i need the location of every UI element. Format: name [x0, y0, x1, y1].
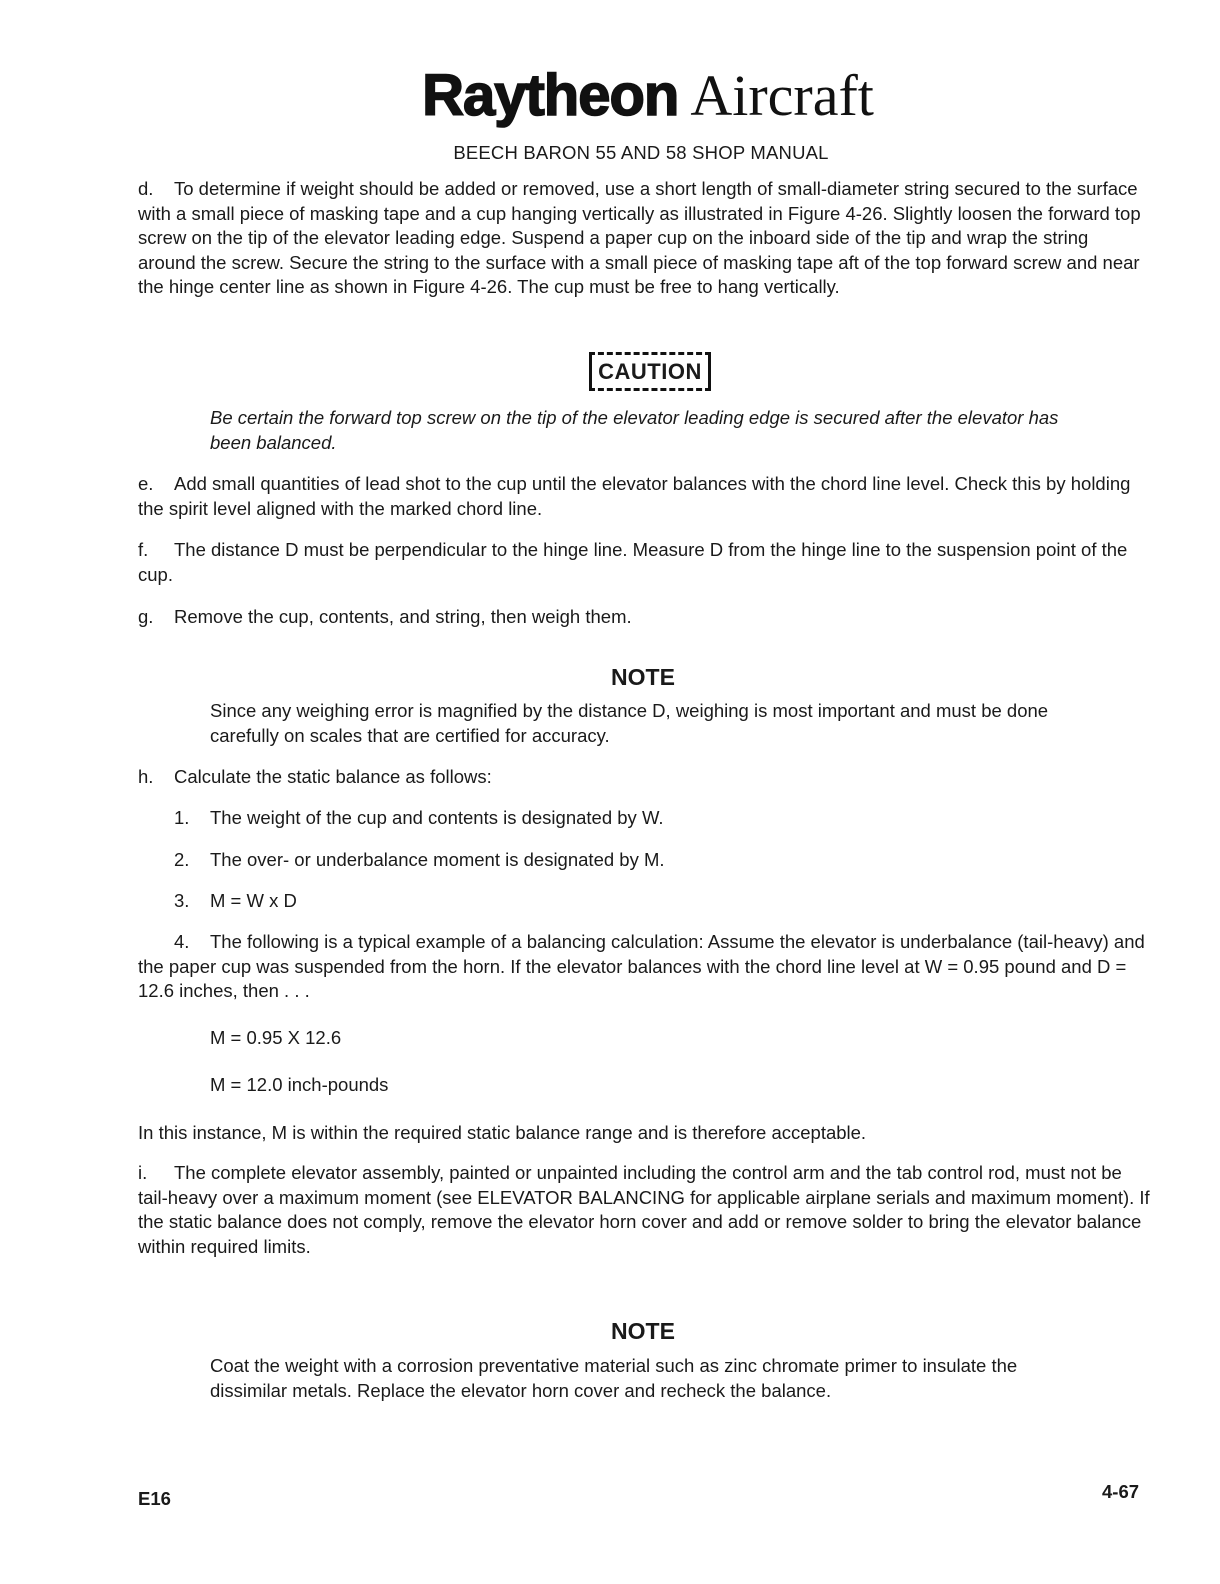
substep-text: The weight of the cup and contents is designated by W.: [210, 807, 664, 828]
equation-2: M = 12.0 inch-pounds: [210, 1074, 389, 1095]
step-label: g.: [138, 606, 154, 627]
substep-text: M = W x D: [210, 890, 297, 911]
note-text-1: Since any weighing error is magnified by the distance D, weighing is most important and must be done carefully on scales that are certified for accuracy.: [210, 700, 1049, 746]
logo-suffix: Aircraft: [690, 63, 874, 128]
logo-brand: Raytheon: [422, 63, 679, 128]
step-text: Calculate the static balance as follows:: [174, 766, 492, 787]
step-text: To determine if weight should be added or removed, use a short length of small-diameter string secured to the surface with a small piece of masking tape and a cup hanging vertically as illustrated in Figure 4-26. Slightly loosen the forward top screw on the tip of the elevator leading edge. Suspend a paper cup on the inboard side of the tip and wrap the string around the screw. Secure the string to the surface with a small piece of masking tape aft of the top forward screw and near the hinge center line as shown in Figure 4-26. The cup must be free to hang vertically.: [138, 178, 1141, 297]
substep-2: [174, 848, 1150, 873]
step-text: The complete elevator assembly, painted or unpainted including the control arm and the tab control rod, must not be tail-heavy over a maximum moment (see ELEVATOR BALANCING for applicable airplane serials and maximum moment). If the static balance does not comply, remove the elevator horn cover and add or remove solder to bring the elevator balance within required limits.: [138, 1162, 1150, 1257]
substep-number: 3.: [174, 890, 190, 911]
step-label: f.: [138, 539, 149, 560]
caution-heading: CAUTION: [589, 352, 711, 391]
substep-text: The following is a typical example of a balancing calculation: Assume the elevator is underbalance (tail-heavy) and the paper cup was suspended from the horn. If the elevator balances with the chord line level at W = 0.95 pound and D = 12.6 inches, then . . .: [138, 931, 1145, 1001]
footer-page-number: 4-67: [1102, 1481, 1140, 1502]
note-heading-2: NOTE: [611, 1318, 675, 1344]
step-h: [138, 765, 1150, 790]
note-heading-1: NOTE: [611, 664, 675, 690]
caution-text: Be certain the forward top screw on the tip of the elevator leading edge is secured after the elevator has been balanced.: [210, 407, 1059, 453]
step-label: e.: [138, 473, 154, 494]
step-label: h.: [138, 766, 154, 787]
footer-revision: E16: [138, 1488, 171, 1509]
step-label: d.: [138, 178, 154, 199]
conclusion-text: In this instance, M is within the required static balance range and is therefore acceptable.: [138, 1122, 867, 1143]
step-text: Remove the cup, contents, and string, then weigh them.: [174, 606, 632, 627]
note-text-2: Coat the weight with a corrosion preventative material such as zinc chromate primer to insulate the dissimilar metals. Replace the elevator horn cover and recheck the balance.: [210, 1355, 1018, 1401]
step-e: [138, 472, 1150, 521]
step-i: [138, 1161, 1150, 1259]
step-text: The distance D must be perpendicular to the hinge line. Measure D from the hinge line to the suspension point of the cup.: [138, 539, 1128, 585]
substep-3: [174, 889, 1150, 914]
substep-4: [138, 930, 1150, 1004]
substep-number: 1.: [174, 807, 190, 828]
equation-1: M = 0.95 X 12.6: [210, 1027, 342, 1048]
step-text: Add small quantities of lead shot to the cup until the elevator balances with the chord line level. Check this by holding the spirit level aligned with the marked chord line.: [138, 473, 1131, 519]
substep-text: The over- or underbalance moment is designated by M.: [210, 849, 665, 870]
manual-title: BEECH BARON 55 AND 58 SHOP MANUAL: [453, 142, 829, 163]
step-d: [138, 177, 1150, 300]
raytheon-aircraft-logo: [0, 62, 1220, 129]
step-f: [138, 538, 1150, 587]
substep-number: 4.: [174, 931, 190, 952]
caution-block: [0, 352, 1220, 391]
substep-1: [174, 806, 1150, 831]
step-g: [138, 605, 1150, 630]
substep-number: 2.: [174, 849, 190, 870]
step-label: i.: [138, 1162, 148, 1183]
